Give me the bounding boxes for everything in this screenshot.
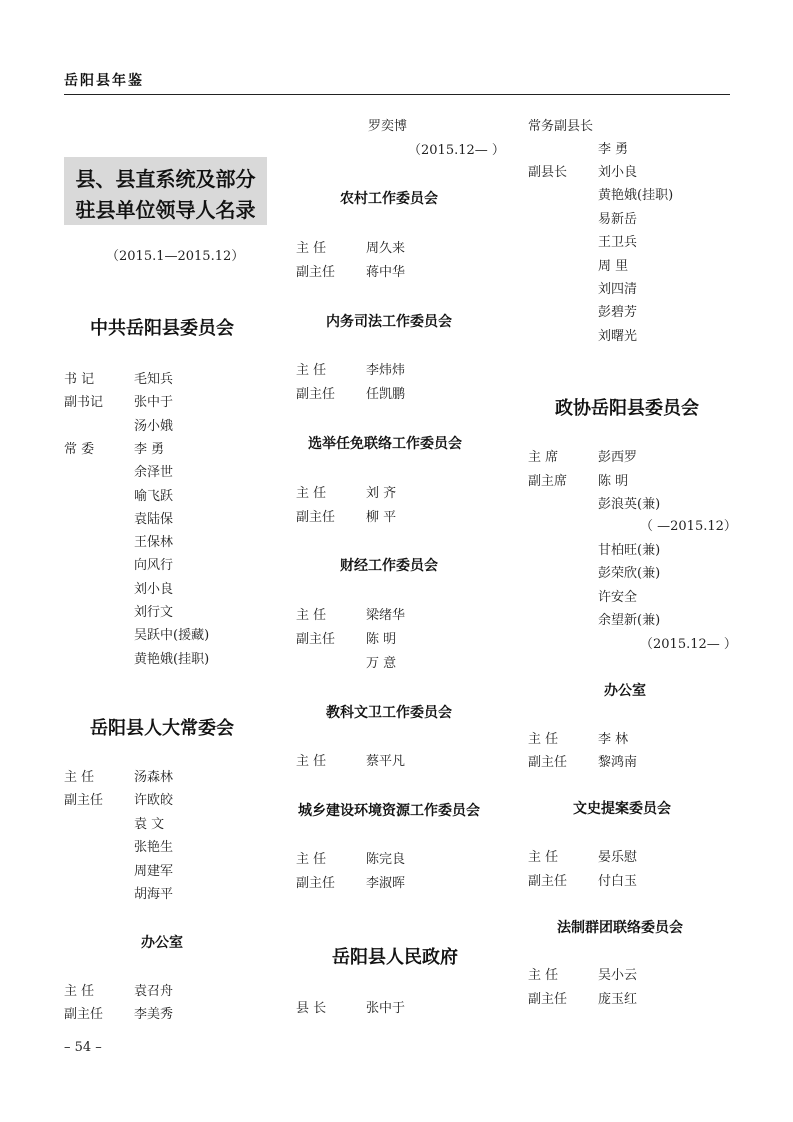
role-label: 副主任	[64, 1007, 104, 1022]
person-name: 刘曙光	[598, 328, 638, 344]
person-name: 汤小娥	[134, 418, 174, 434]
person-name: 付白玉	[598, 874, 638, 889]
section-title-npc: 岳阳县人大常委会	[90, 718, 234, 739]
person-name: 庞玉红	[598, 992, 638, 1007]
person-name: 吴小云	[598, 968, 638, 983]
person-name: 彭荣欣(兼)	[598, 566, 661, 582]
person-name: 晏乐慰	[598, 850, 638, 865]
section-title-cpc: 中共岳阳县委员会	[90, 318, 234, 339]
person-name: 陈 明	[598, 473, 629, 489]
person-name: 任凯鹏	[366, 387, 406, 402]
role-label: 书 记	[64, 372, 95, 387]
person-name: 汤森林	[134, 770, 174, 785]
role-label: 主 任	[296, 754, 327, 769]
section-title-cppcc-office: 办公室	[604, 683, 646, 699]
section-title-edu: 教科文卫工作委员会	[326, 705, 452, 721]
person-name: 陈 明	[366, 632, 397, 647]
page-number: – 54 –	[64, 1040, 102, 1055]
person-name: 蔡平凡	[366, 754, 406, 769]
role-label: 副主任	[296, 387, 336, 402]
person-name: 袁 文	[134, 816, 165, 832]
person-name: 李美秀	[134, 1007, 174, 1022]
person-name: 袁陆保	[134, 511, 174, 527]
role-label: 副主任	[528, 755, 568, 770]
exec-vice-label: 常务副县长	[528, 119, 594, 134]
role-label: 副主任	[296, 632, 336, 647]
section-title-gov: 岳阳县人民政府	[332, 947, 458, 968]
running-header: 岳阳县年鉴	[64, 73, 144, 89]
role-label: 主 任	[296, 241, 327, 256]
role-label: 副主任	[296, 876, 336, 891]
role-label: 常 委	[64, 441, 95, 457]
role-label: 主 任	[296, 486, 327, 501]
title-box	[64, 157, 267, 225]
person-name: 张艳生	[134, 840, 174, 856]
person-name: 喻飞跃	[134, 488, 174, 504]
title-line-2: 驻县单位领导人名录	[75, 198, 256, 222]
person-name: 刘四清	[598, 282, 638, 297]
cppcc-note-1: （ —2015.12）	[640, 519, 737, 534]
role-label: 副主任	[64, 793, 104, 809]
role-label: 主 任	[528, 968, 559, 983]
section-title-election: 选举任免联络工作委员会	[308, 436, 462, 452]
role-label: 主 席	[528, 450, 559, 465]
person-name: 彭西罗	[598, 450, 638, 465]
person-name: 黎鸿南	[598, 755, 638, 770]
section-title-legal: 法制群团联络委员会	[557, 920, 683, 936]
person-name: 张中于	[134, 395, 174, 411]
cont-note: （2015.12— ）	[408, 143, 505, 158]
person-name: 甘柏旺(兼)	[598, 543, 661, 558]
person-name: 袁召舟	[134, 984, 174, 999]
role-label: 主 任	[64, 984, 95, 999]
person-name: 张中于	[366, 1001, 406, 1016]
role-label: 副主任	[528, 874, 568, 889]
person-name: 许欧皎	[134, 793, 174, 809]
section-title-cppcc: 政协岳阳县委员会	[555, 398, 699, 419]
person-name: 周 里	[598, 258, 629, 274]
cppcc-note-2: （2015.12— ）	[640, 637, 737, 652]
section-title-urban: 城乡建设环境资源工作委员会	[298, 803, 480, 819]
person-name: 梁绪华	[366, 608, 406, 623]
role-label: 主 任	[528, 732, 559, 747]
section-title-judicial: 内务司法工作委员会	[326, 314, 452, 330]
person-name: 黄艳娥(挂职)	[598, 188, 674, 204]
role-label: 副书记	[64, 395, 104, 411]
role-label: 副主席	[528, 473, 568, 489]
role-label: 县 长	[296, 1001, 327, 1016]
role-label: 副主任	[528, 992, 568, 1007]
title-period: （2015.1—2015.12）	[106, 249, 245, 264]
role-label: 副县长	[528, 165, 568, 180]
role-label: 主 任	[296, 852, 327, 867]
person-name: 许安全	[598, 589, 638, 605]
header-rule	[64, 94, 730, 95]
person-name: 周久来	[366, 241, 406, 256]
person-name: 彭碧芳	[598, 305, 638, 321]
person-name: 刘小良	[134, 581, 174, 597]
person-name: 王保林	[134, 535, 174, 551]
person-name: 吴跃中(援藏)	[134, 628, 210, 644]
role-label: 主 任	[528, 850, 559, 865]
person-name: 胡海平	[134, 887, 174, 902]
role-label: 副主任	[296, 510, 336, 525]
role-label: 主 任	[64, 770, 95, 785]
section-title-npc-office: 办公室	[141, 935, 183, 951]
person-name: 彭浪英(兼)	[598, 497, 661, 512]
person-name: 李 勇	[134, 441, 165, 457]
person-name: 黄艳娥(挂职)	[134, 651, 210, 667]
person-name: 王卫兵	[598, 235, 638, 251]
person-name: 柳 平	[366, 510, 397, 525]
role-label: 副主任	[296, 265, 336, 280]
section-title-culture: 文史提案委员会	[573, 801, 671, 817]
person-name: 万 意	[366, 656, 397, 671]
section-title-rural: 农村工作委员会	[340, 191, 438, 207]
section-title-finance: 财经工作委员会	[340, 558, 438, 574]
person-name: 刘行文	[134, 605, 174, 620]
person-name: 易新岳	[598, 211, 638, 227]
person-name: 李炜炜	[366, 363, 406, 378]
person-name: 毛知兵	[134, 372, 174, 387]
person-name: 周建军	[134, 863, 174, 879]
person-name: 余泽世	[134, 465, 174, 481]
person-name: 蒋中华	[366, 265, 406, 280]
exec-vice-name: 李 勇	[598, 142, 629, 157]
role-label: 主 任	[296, 363, 327, 378]
person-name: 李淑晖	[366, 876, 406, 891]
person-name: 刘小良	[598, 165, 638, 180]
cont-name: 罗奕博	[368, 119, 408, 134]
person-name: 刘 齐	[366, 486, 397, 501]
person-name: 余望新(兼)	[598, 612, 661, 628]
role-label: 主 任	[296, 608, 327, 623]
person-name: 向风行	[134, 558, 174, 574]
person-name: 陈完良	[366, 852, 406, 867]
person-name: 李 林	[598, 732, 629, 747]
title-line-1: 县、县直系统及部分	[75, 167, 256, 191]
